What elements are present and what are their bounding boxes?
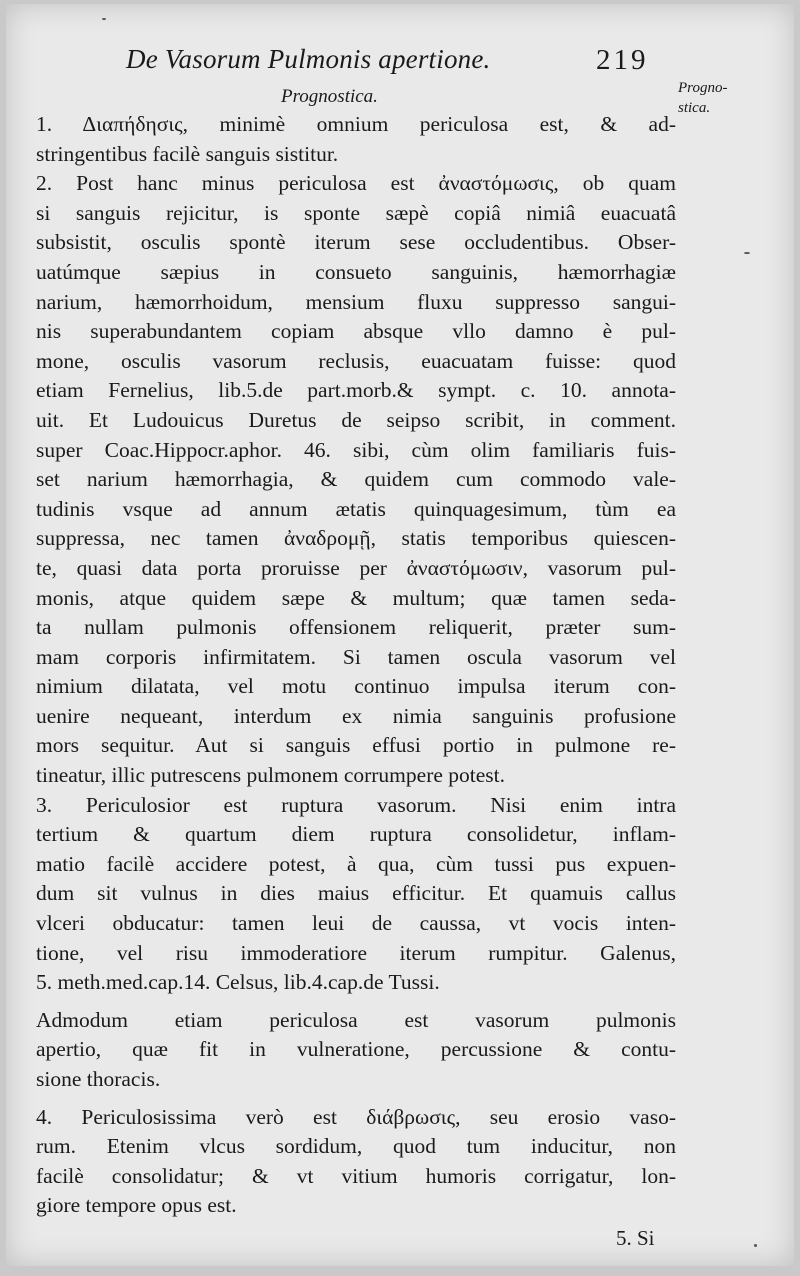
text-line: stringentibus facilè sanguis sistitur. [36,141,339,166]
text-line: mone, osculis vasorum reclusis, euacuatam fuisse: quod [36,348,676,373]
text-line: mors sequitur. Aut si sanguis effusi portio in pulmone re- [36,733,676,758]
ink-speck [754,1244,757,1247]
text-line: nis superabundantem copiam absque vllo damno è pul- [36,319,676,344]
text-line: 2. Post hanc minus periculosa est ἀναστόμωσις, ob quam [36,171,676,196]
text-line: uit. Et Ludouicus Duretus de seipso scribit, in comment. [36,407,676,432]
text-line: te, quasi data porta proruisse per ἀναστόμωσιν, vasorum pul- [36,555,676,580]
text-line: rum. Etenim vlcus sordidum, quod tum inducitur, non [36,1134,676,1159]
text-line: tertium & quartum diem ruptura consolidetur, inflam- [36,822,676,847]
text-line: sione thoracis. [36,1067,161,1091]
running-title: De Vasorum Pulmonis apertione. [126,44,491,74]
text-line: monis, atque quidem sæpe & multum; quæ tamen seda- [36,585,676,610]
text-line: tineatur, illic putrescens pulmonem corrumpere potest. [36,763,506,788]
text-line: set narium hæmorrhagia, & quidem cum commodo vale- [36,467,676,492]
text-line: 1. Διαπήδησις, minimè omnium periculosa est, & ad- [36,112,676,136]
margin-note-line: stica. [678,100,711,116]
text-line: narium, hæmorrhoidum, mensium fluxu suppresso sangui- [36,289,676,314]
text-line: giore tempore opus est. [36,1193,237,1218]
margin-note-line: Progno- [678,80,728,96]
paragraph-gap [36,998,676,1006]
text-line: tione, vel risu immoderatiore iterum rumpitur. Galenus, [36,940,676,965]
text-line: facilè consolidatur; & vt vitium humoris corrigatur, lon- [36,1163,676,1188]
page-header [6,34,794,84]
text-line: si sanguis rejicitur, is sponte sæpè copiâ nimiâ euacuatâ [36,200,676,225]
page-number: 219 [596,44,649,76]
text-line: nimium dilatata, vel motu continuo impulsa iterum con- [36,674,676,699]
text-line: apertio, quæ fit in vulneratione, percussione & contu- [36,1037,676,1062]
ink-speck [744,252,750,254]
text-line: Admodum etiam periculosa est vasorum pulmonis [36,1007,676,1032]
body-text [36,110,676,1221]
text-line: uatúmque sæpius in consueto sanguinis, hæmorrhagiæ [36,259,676,284]
text-line: vlceri obducatur: tamen leui de caussa, vt vocis inten- [36,911,676,936]
text-line: subsistit, osculis spontè iterum sese occludentibus. Obser- [36,230,676,255]
text-line: mam corporis infirmitatem. Si tamen oscula vasorum vel [36,644,676,669]
text-line: super Coac.Hippocr.aphor. 46. sibi, cùm olim familiaris fuis- [36,437,676,462]
text-line: tudinis vsque ad annum ætatis quinquagesimum, tùm ea [36,496,676,521]
text-line: 3. Periculosior est ruptura vasorum. Nisi enim intra [36,792,676,817]
text-line: ta nullam pulmonis offensionem reliquerit, præter sum- [36,615,676,640]
section-heading: Prognostica. [281,86,378,107]
text-line: uenire nequeant, interdum ex nimia sanguinis profusione [36,703,676,728]
ink-speck [102,18,106,20]
text-line: 4. Periculosissima verò est διάβρωσις, seu erosio vaso- [36,1104,676,1129]
text-line: suppressa, nec tamen ἀναδρομῇ, statis temporibus quiescen- [36,526,676,551]
text-line: dum sit vulnus in dies maius efficitur. Et quamuis callus [36,881,676,906]
text-line: 5. meth.med.cap.14. Celsus, lib.4.cap.de Tussi. [36,970,440,995]
catchword: 5. Si [616,1226,655,1250]
margin-note [678,78,727,118]
book-page [6,4,794,1266]
text-line: matio facilè accidere potest, à qua, cùm tussi pus expuen- [36,851,676,876]
paragraph-gap [36,1095,676,1103]
text-line: etiam Fernelius, lib.5.de part.morb.& sympt. c. 10. annota- [36,378,676,403]
